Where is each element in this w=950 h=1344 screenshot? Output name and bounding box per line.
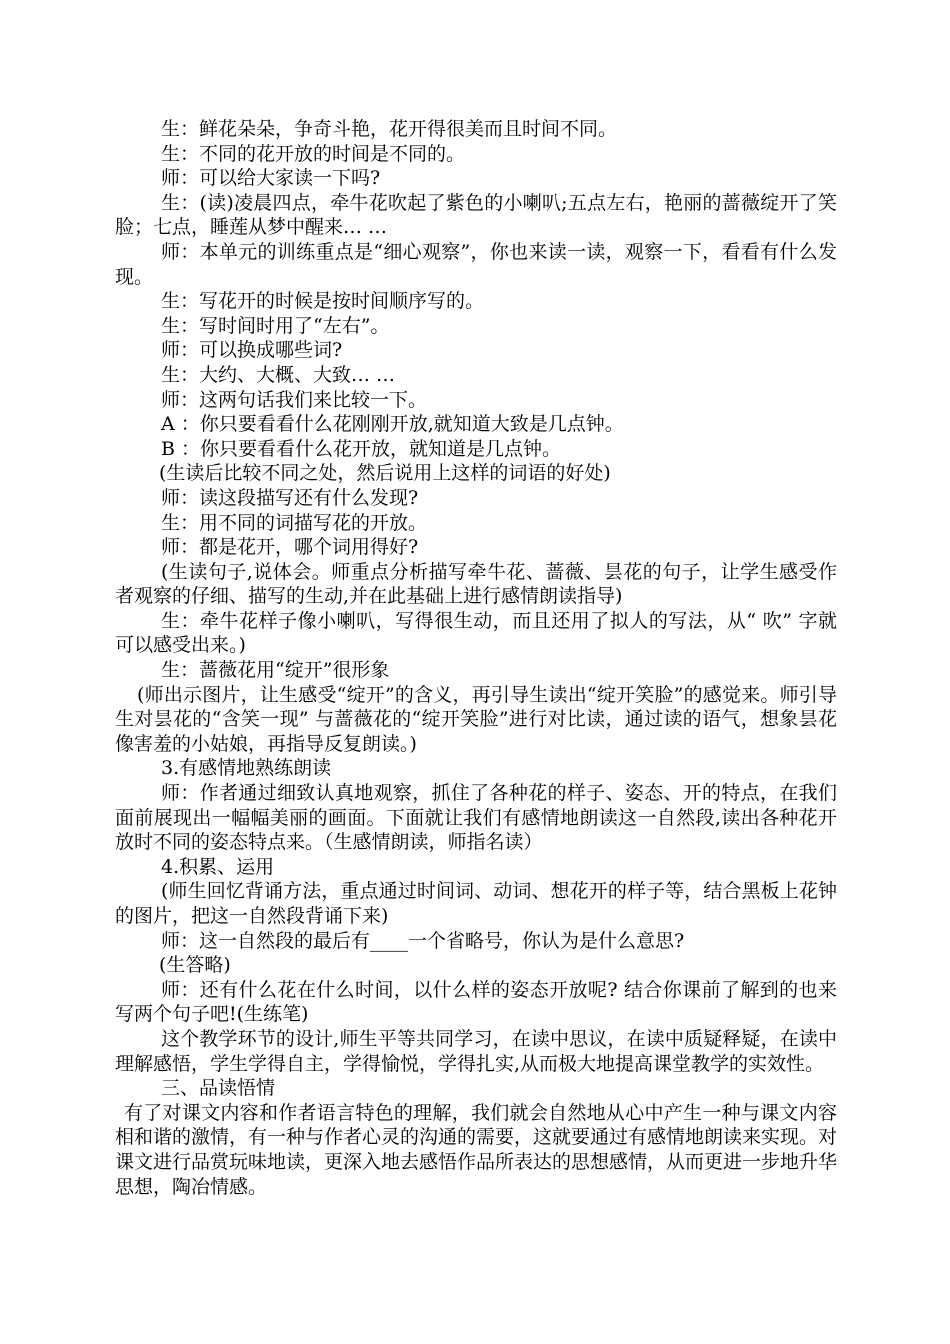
dialogue-line: 师：这两句话我们来比较一下。	[161, 388, 428, 411]
note-line: (生读后比较不同之处，然后说用上这样的词语的好处)	[159, 462, 611, 485]
sentence-a: A ：你只要看看什么花刚刚开放,就知道大致是几点钟。	[161, 413, 624, 436]
dialogue-paragraph: 生：牵牛花样子像小喇叭，写得很生动，而且还用了拟人的写法，从“ 吹” 字就可以感受出来。)	[115, 609, 837, 657]
document-page	[115, 117, 837, 1199]
dialogue-line: 生：不同的花开放的时间是不同的。	[161, 142, 466, 165]
dialogue-line: 师：可以给大家读一下吗?	[161, 167, 381, 190]
note-line: (生答略)	[159, 954, 231, 977]
section-heading: 3.有感情地熟练朗读	[161, 757, 332, 780]
section-heading: 三、品读悟情	[161, 1077, 276, 1100]
dialogue-line: 师：读这段描写还有什么发现?	[161, 486, 419, 509]
dialogue-line: 师：可以换成哪些词?	[161, 339, 343, 362]
dialogue-line: 生：鲜花朵朵，争奇斗艳，花开得很美而且时间不同。	[161, 118, 618, 140]
dialogue-paragraph: 师：本单元的训练重点是“细心观察”，你也来读一读，观察一下，看看有什么发现。	[115, 240, 837, 288]
body-paragraph: 这个教学环节的设计,师生平等共同学习，在读中思议，在读中质疑释疑，在读中理解感悟，学生学得自主，学得愉悦，学得扎实,从而极大地提高课堂教学的实效性。	[115, 1027, 837, 1075]
dialogue-line: 师：这一自然段的最后有____一个省略号，你认为是什么意思?	[161, 929, 685, 952]
note-paragraph: (生读句子,说体会。师重点分析描写牵牛花、蔷薇、昙花的句子，让学生感受作者观察的仔细、描写的生动,并在此基础上进行感情朗读指导)	[115, 560, 837, 608]
dialogue-paragraph: 师：还有什么花在什么时间，以什么样的姿态开放呢? 结合你课前了解到的也来写两个句子吧!(生练笔)	[115, 978, 837, 1026]
note-paragraph: (师生回忆背诵方法，重点通过时间词、动词、想花开的样子等，结合黑板上花钟的图片，把这一自然段背诵下来)	[115, 880, 837, 927]
dialogue-paragraph: 生：(读)凌晨四点，牵牛花吹起了紫色的小喇叭;五点左右，艳丽的蔷薇绽开了笑脸；七点，睡莲从梦中醒来… …	[115, 191, 837, 239]
body-paragraph: 有了对课文内容和作者语言特色的理解，我们就会自然地从心中产生一种与课文内容相和谐的激情，有一种与作者心灵的沟通的需要，这就要通过有感情地朗读来实现。对课文进行品赏玩味地读，更深入地去感悟作品所表达的思想感情，从而更进一步地升华思想，陶冶情感。	[115, 1101, 838, 1198]
dialogue-line: 生：大约、大概、大致… …	[161, 363, 396, 386]
dialogue-line: 生：用不同的词描写花的开放。	[161, 511, 428, 534]
dialogue-line: 师：都是花开，哪个词用得好?	[161, 536, 419, 559]
dialogue-line: 生：写花开的时候是按时间顺序写的。	[161, 290, 485, 313]
body-paragraph: 师：作者通过细致认真地观察，抓住了各种花的样子、姿态、开的特点，在我们面前展现出一幅幅美丽的画面。下面就让我们有感情地朗读这一自然段,读出各种花开放时不同的姿态特点来。（生感情朗读，师指名读）	[115, 782, 837, 854]
sentence-b: B ：你只要看看什么花开放，就知道是几点钟。	[161, 437, 562, 460]
dialogue-line: 生：蔷薇花用“绽开”很形象	[161, 659, 390, 682]
dialogue-line: 生：写时间时用了“左右”。	[161, 314, 390, 337]
section-heading: 4.积累、运用	[161, 855, 275, 878]
note-paragraph: (师出示图片，让生感受“绽开”的含义，再引导生读出“绽开笑脸”的感觉来。师引导生对昙花的“含笑一现” 与蔷薇花的“绽开笑脸”进行对比读，通过读的语气，想象昙花像害羞的小姑娘，再指导反复朗读。)	[115, 683, 837, 755]
